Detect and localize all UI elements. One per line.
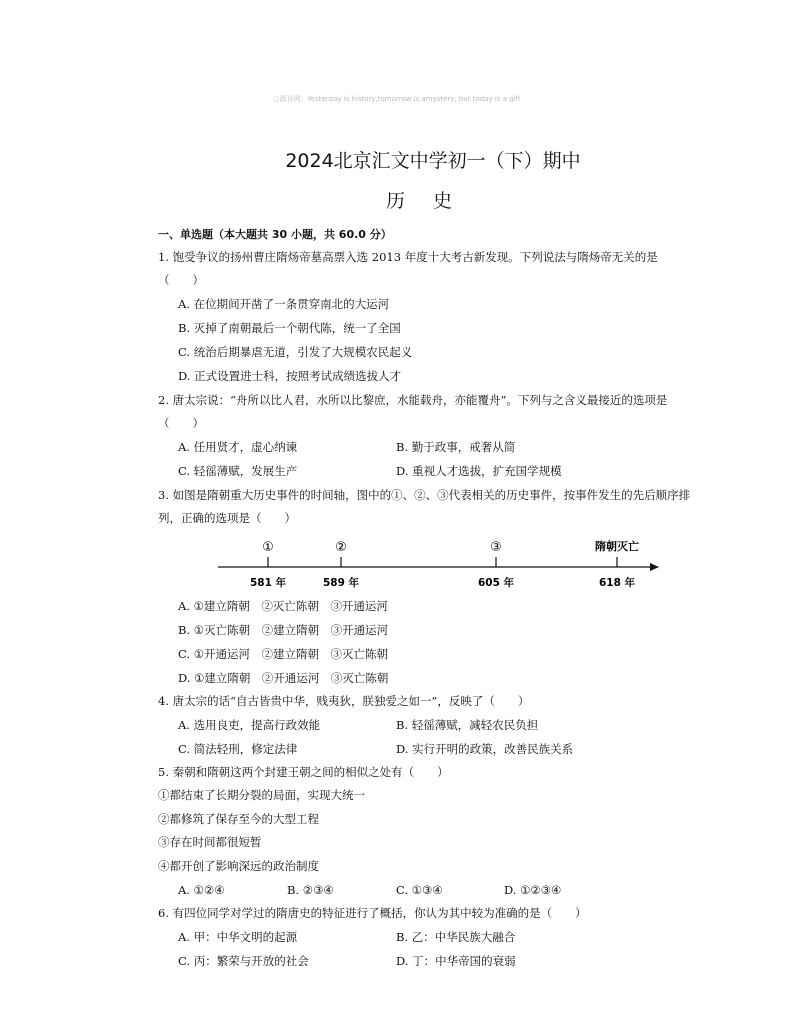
q5-item-1: ①都结束了长期分裂的局面，实现大统一 (158, 788, 365, 802)
subject-title: 历史 (385, 190, 480, 212)
timeline-arrow (650, 563, 659, 571)
q5-option-a: A. ①②④ (178, 883, 225, 897)
q1-option-d: D. 正式设置进士科，按照考试成绩选拔人才 (178, 369, 402, 383)
q6-option-c: C. 丙：繁荣与开放的社会 (178, 954, 309, 968)
q4-option-c: C. 简法轻刑，修定法律 (178, 742, 298, 756)
q5-option-c: C. ①③④ (396, 883, 443, 897)
timeline-year-581: 581 年 (249, 577, 287, 589)
q2-option-d: D. 重视人才选拔，扩充国学规模 (396, 464, 562, 478)
q3-timeline (210, 534, 660, 598)
q3-option-d: D. ①建立隋朝 ②开通运河 ③灭亡陈朝 (178, 671, 389, 685)
q2-option-b: B. 勤于政事，戒奢从简 (396, 440, 516, 454)
timeline-label-2: ② (335, 540, 347, 555)
q2-option-a: A. 任用贤才，虚心纳谏 (178, 440, 298, 454)
q5-item-3: ③存在时间都很短暂 (158, 835, 262, 849)
timeline-year-618: 618 年 (598, 577, 636, 589)
timeline-year-589: 589 年 (322, 577, 360, 589)
q2-paren: （ ） (158, 416, 204, 430)
q4-stem: 4. 唐太宗的话“自古皆贵中华，贱夷狄，朕独爱之如一”，反映了（ ） (158, 694, 530, 708)
q2-stem: 2. 唐太宗说：“舟所以比人君，水所以比黎庶，水能载舟，亦能覆舟”。下列与之含义最接近的选项是 (158, 393, 668, 407)
q6-option-b: B. 乙：中华民族大融合 (396, 930, 516, 944)
q1-option-c: C. 统治后期暴虐无道，引发了大规模农民起义 (178, 345, 413, 359)
timeline-label-end: 隋朝灭亡 (595, 540, 639, 553)
q5-stem: 5. 秦朝和隋朝这两个封建王朝之间的相似之处有（ ） (158, 765, 449, 779)
q3-option-c: C. ①开通运河 ②建立隋朝 ③灭亡陈朝 (178, 647, 389, 661)
q5-option-d: D. ①②③④ (504, 883, 562, 897)
q6-stem: 6. 有四位同学对学过的隋唐史的特征进行了概括，你认为其中较为准确的是（ ） (158, 906, 587, 920)
q1-stem: 1. 饱受争议的扬州曹庄隋炀帝墓高票入选 2013 年度十大考古新发现。下列说法与隋炀帝无关的是 (158, 250, 658, 264)
q6-option-d: D. 丁：中华帝国的衰弱 (396, 954, 516, 968)
q3-option-a: A. ①建立隋朝 ②灭亡陈朝 ③开通运河 (178, 599, 388, 613)
timeline-label-3: ③ (490, 540, 502, 555)
q5-item-4: ④都开创了影响深远的政治制度 (158, 859, 319, 873)
q2-option-c: C. 轻徭薄赋，发展生产 (178, 464, 298, 478)
q3-stem: 3. 如图是隋朝重大历史事件的时间轴，图中的①、②、③代表相关的历史事件，按事件发生的先后顺序排 (158, 488, 691, 502)
q5-option-b: B. ②③④ (287, 883, 334, 897)
section-heading: 一、单选题（本大题共 30 小题，共 60.0 分） (158, 228, 392, 241)
q5-item-2: ②都修筑了保存至今的大型工程 (158, 812, 319, 826)
watermark: ○源自网：Yesterday is history,tomorrow is amystery, but today is a gift (273, 95, 521, 103)
q1-option-a: A. 在位期间开凿了一条贯穿南北的大运河 (178, 297, 390, 311)
q1-option-b: B. 灭掉了南朝最后一个朝代陈，统一了全国 (178, 321, 401, 335)
q3-option-b: B. ①灭亡陈朝 ②建立隋朝 ③开通运河 (178, 623, 389, 637)
q4-option-b: B. 轻徭薄赋，减轻农民负担 (396, 718, 539, 732)
q3-stem-continued: 列，正确的选项是（ ） (158, 511, 296, 525)
timeline-label-1: ① (262, 540, 274, 555)
q1-paren: （ ） (158, 273, 204, 287)
q6-option-a: A. 甲：中华文明的起源 (178, 930, 298, 944)
timeline-year-605: 605 年 (477, 577, 515, 589)
q4-option-a: A. 选用良吏，提高行政效能 (178, 718, 321, 732)
page-title: 2024北京汇文中学初一（下）期中 (285, 150, 581, 172)
q4-option-d: D. 实行开明的政策，改善民族关系 (396, 742, 574, 756)
